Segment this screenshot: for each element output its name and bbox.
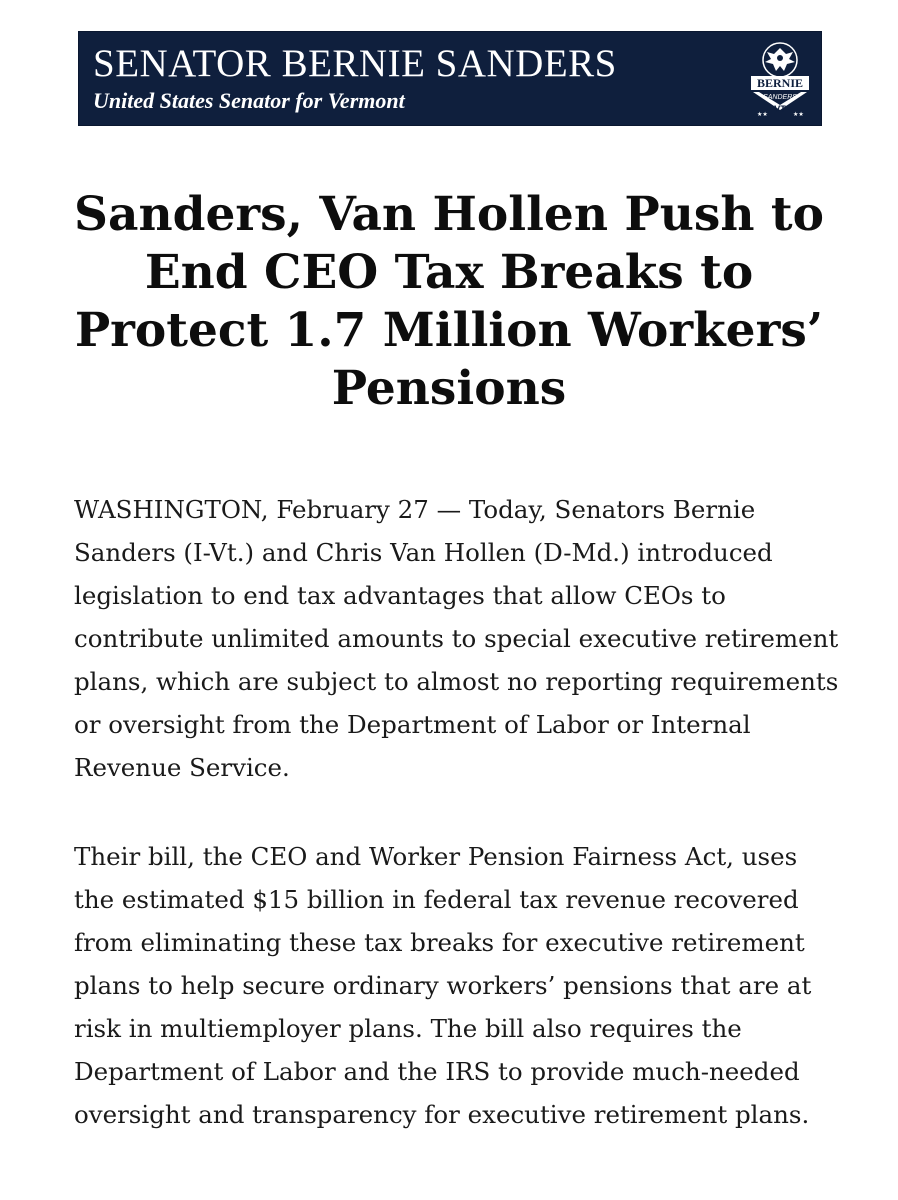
logo-text-mid: SANDERS	[763, 94, 797, 101]
svg-text:★★: ★★	[793, 111, 804, 118]
senator-banner	[78, 31, 822, 126]
article-headline: Sanders, Van Hollen Push to End CEO Tax Breaks to Protect 1.7 Million Workers’ Pensions	[74, 187, 824, 416]
svg-text:★★: ★★	[757, 111, 768, 118]
logo-text-bottom: VT	[774, 104, 786, 114]
logo-text-top: BERNIE	[756, 76, 804, 90]
banner-subtitle: United States Senator for Vermont	[93, 88, 405, 113]
article-paragraph-1: WASHINGTON, February 27 — Today, Senators Bernie Sanders (I-Vt.) and Chris Van Hollen (D-Md.) introduced legislation to end tax advantages that allow CEOs to contribute unlimited amounts to special executive retirement plans, which are subject to almost no reporting requirements or oversight from the Department of Labor or Internal Revenue Service.	[74, 495, 839, 782]
article-paragraph-2: Their bill, the CEO and Worker Pension Fairness Act, uses the estimated $15 billion in federal tax revenue recovered from eliminating these tax breaks for executive retirement plans to help secure ordinary workers’ pensions that are at risk in multiemployer plans. The bill also requires the Department of Labor and the IRS to provide much-needed oversight and transparency for executive retirement plans.	[74, 842, 812, 1129]
banner-title: SENATOR BERNIE SANDERS	[93, 42, 617, 85]
eagle-seal-icon	[747, 38, 813, 120]
